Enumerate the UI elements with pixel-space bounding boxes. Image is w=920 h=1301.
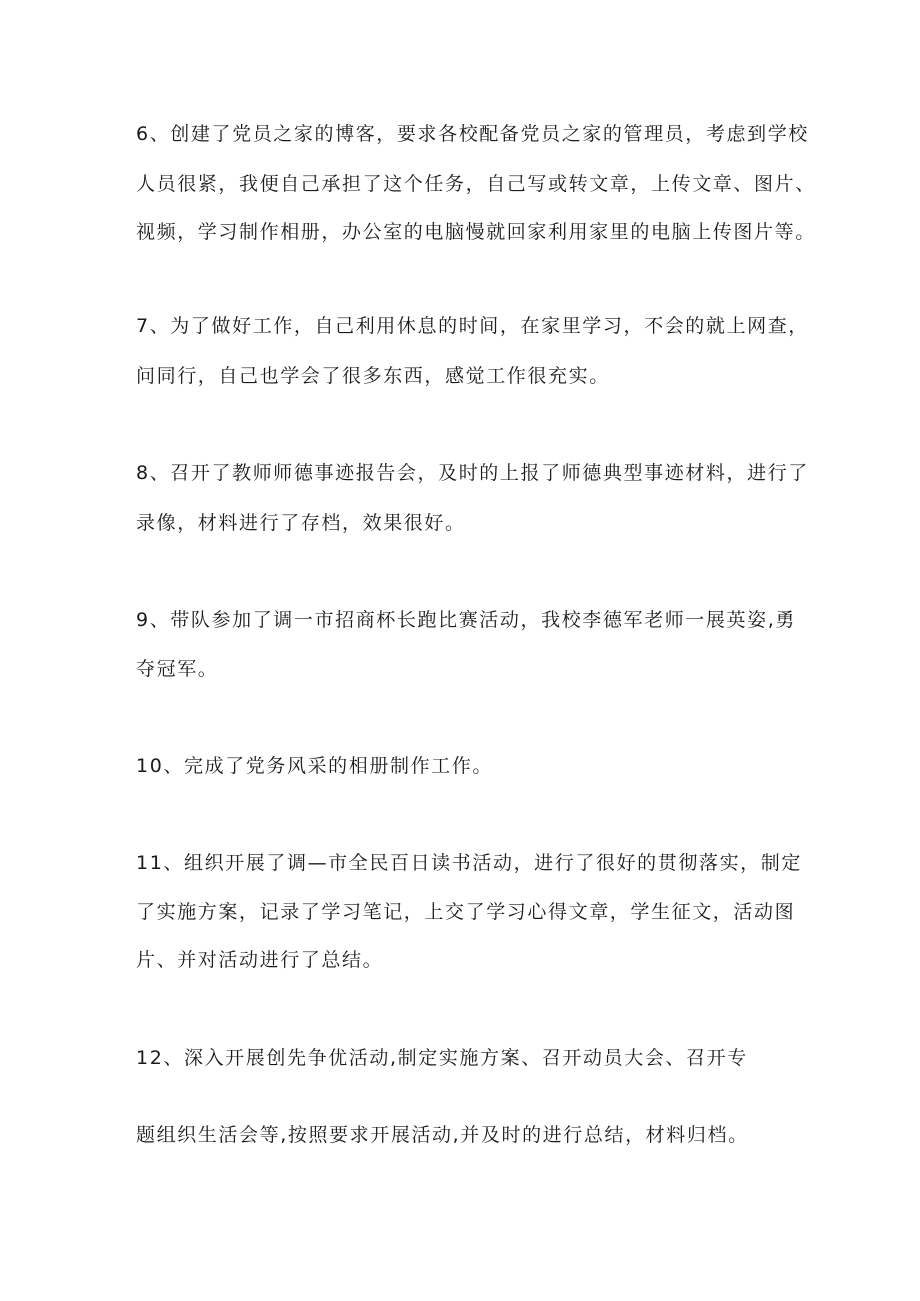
paragraph-6-line-2: 人员很紧，我便自己承担了这个任务，自己写或转文章，上传文章、图片、: [136, 173, 816, 195]
paragraph-8-line-1: 8、召开了教师师德事迹报告会，及时的上报了师德典型事迹材料，进行了: [136, 462, 809, 484]
paragraph-11-line-1: 11、组织开展了调—市全民百日读书活动，进行了很好的贯彻落实，制定: [136, 852, 802, 874]
paragraph-12-line-2: 题组织生活会等,按照要求开展活动,并及时的进行总结，材料归档。: [136, 1124, 749, 1146]
paragraph-11-line-2: 了实施方案，记录了学习笔记，上交了学习心得文章，学生征文，活动图: [136, 901, 796, 923]
paragraph-11-line-3: 片、并对活动进行了总结。: [136, 949, 384, 971]
paragraph-6-line-1: 6、创建了党员之家的博客，要求各校配备党员之家的管理员，考虑到学校: [136, 123, 809, 145]
paragraph-9-line-1: 9、带队参加了调一市招商杯长跑比赛活动，我校李德军老师一展英姿,勇: [136, 609, 796, 631]
paragraph-6-line-3: 视频，学习制作相册，办公室的电脑慢就回家利用家里的电脑上传图片等。: [136, 221, 816, 243]
paragraph-7-line-2: 问同行，自己也学会了很多东西，感觉工作很充实。: [136, 365, 610, 387]
paragraph-7-line-1: 7、为了做好工作，自己利用休息的时间，在家里学习，不会的就上网查，: [136, 315, 809, 337]
paragraph-9-line-2: 夺冠军。: [136, 658, 219, 680]
paragraph-10-line-1: 10、完成了党务风采的相册制作工作。: [136, 755, 493, 777]
paragraph-8-line-2: 录像，材料进行了存档，效果很好。: [136, 512, 466, 534]
paragraph-12-line-1: 12、深入开展创先争优活动,制定实施方案、召开动员大会、召开专: [136, 1047, 748, 1069]
